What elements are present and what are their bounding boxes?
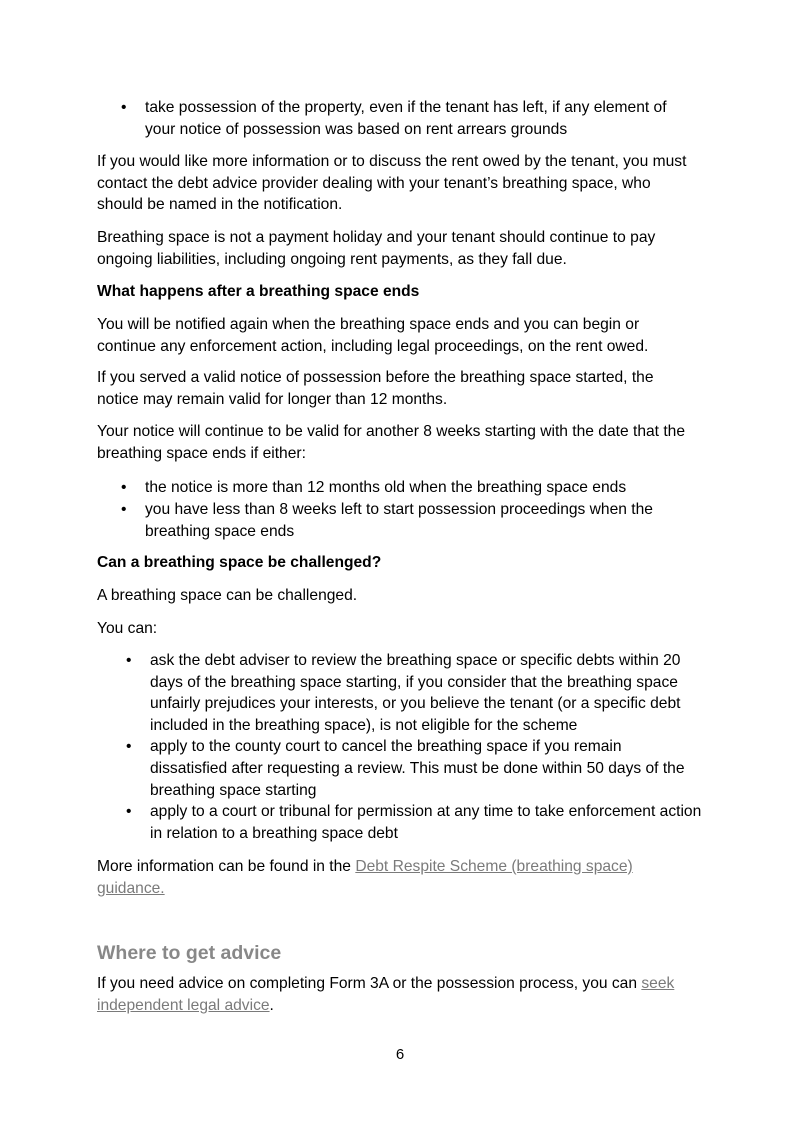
paragraph-continue-valid: Your notice will continue to be valid for another 8 weeks starting with the date that the breathing space ends if either: xyxy=(97,423,686,462)
list-item-text: you have less than 8 weeks left to start possession proceedings when the breathing space ends xyxy=(145,501,653,540)
list-item xyxy=(97,97,697,140)
bullet-icon: • xyxy=(121,479,127,496)
bullet-icon: • xyxy=(121,501,127,519)
paragraph-not-holiday: Breathing space is not a payment holiday and your tenant should continue to pay ongoing liabilities, including ongoing rent payments, as they fall due. xyxy=(97,229,656,268)
list-item xyxy=(97,801,703,844)
list-item xyxy=(97,499,697,542)
bullet-list-top xyxy=(97,97,697,140)
bullet-icon: • xyxy=(126,738,132,756)
advice-prefix: If you need advice on completing Form 3A or the possession process, you can xyxy=(97,975,642,992)
heading-where-to-get-advice: Where to get advice xyxy=(97,942,282,964)
list-item-text: apply to the county court to cancel the breathing space if you remain dissatisfied after requesting a review. This must be done within 50 days of the breathing space starting xyxy=(150,738,685,799)
paragraph-advice xyxy=(97,973,697,1016)
list-item-text: the notice is more than 12 months old when the breathing space ends xyxy=(145,479,627,496)
bullet-list-you-can xyxy=(97,650,703,844)
bullet-icon: • xyxy=(126,652,132,669)
advice-suffix: . xyxy=(269,996,274,1014)
paragraph-you-can: You can: xyxy=(97,620,158,637)
debt-respite-guidance-link[interactable]: Debt Respite Scheme (breathing space) guidance. xyxy=(97,858,633,897)
bullet-list-either xyxy=(97,477,697,542)
bullet-icon: • xyxy=(126,803,132,821)
list-item xyxy=(97,650,703,736)
heading-after-ends: What happens after a breathing space ends xyxy=(97,283,420,300)
list-item xyxy=(97,477,697,499)
paragraph-more-information xyxy=(97,856,657,899)
legal-advice-link[interactable]: seek independent legal advice xyxy=(97,975,675,1014)
paragraph-can-be-challenged: A breathing space can be challenged. xyxy=(97,587,358,604)
bullet-icon: • xyxy=(121,99,127,116)
list-item xyxy=(97,736,703,801)
list-item-text: take possession of the property, even if the tenant has left, if any element of your notice of possession was based on rent arrears grounds xyxy=(145,99,667,138)
list-item-text: apply to a court or tribunal for permission at any time to take enforcement action in relation to a breathing space debt xyxy=(150,803,702,842)
more-info-prefix: More information can be found in the xyxy=(97,858,356,875)
heading-challenged: Can a breathing space be challenged? xyxy=(97,554,382,571)
paragraph-notified-again: You will be notified again when the breathing space ends and you can begin or continue any enforcement action, including legal proceedings, on the rent owed. xyxy=(97,316,649,355)
page-number: 6 xyxy=(395,1046,405,1063)
paragraph-valid-notice: If you served a valid notice of possession before the breathing space started, the notice may remain valid for longer than 12 months. xyxy=(97,369,654,408)
list-item-text: ask the debt adviser to review the breathing space or specific debts within 20 days of the breathing space starting, if you consider that the breathing space unfairly prejudices your interests, or you believe the tenant (or a specific debt included in the breathing space), is not eligible for the scheme xyxy=(150,652,681,734)
paragraph-more-info: If you would like more information or to discuss the rent owed by the tenant, you must contact the debt advice provider dealing with your tenant’s breathing space, who should be named in the notification. xyxy=(97,153,687,214)
